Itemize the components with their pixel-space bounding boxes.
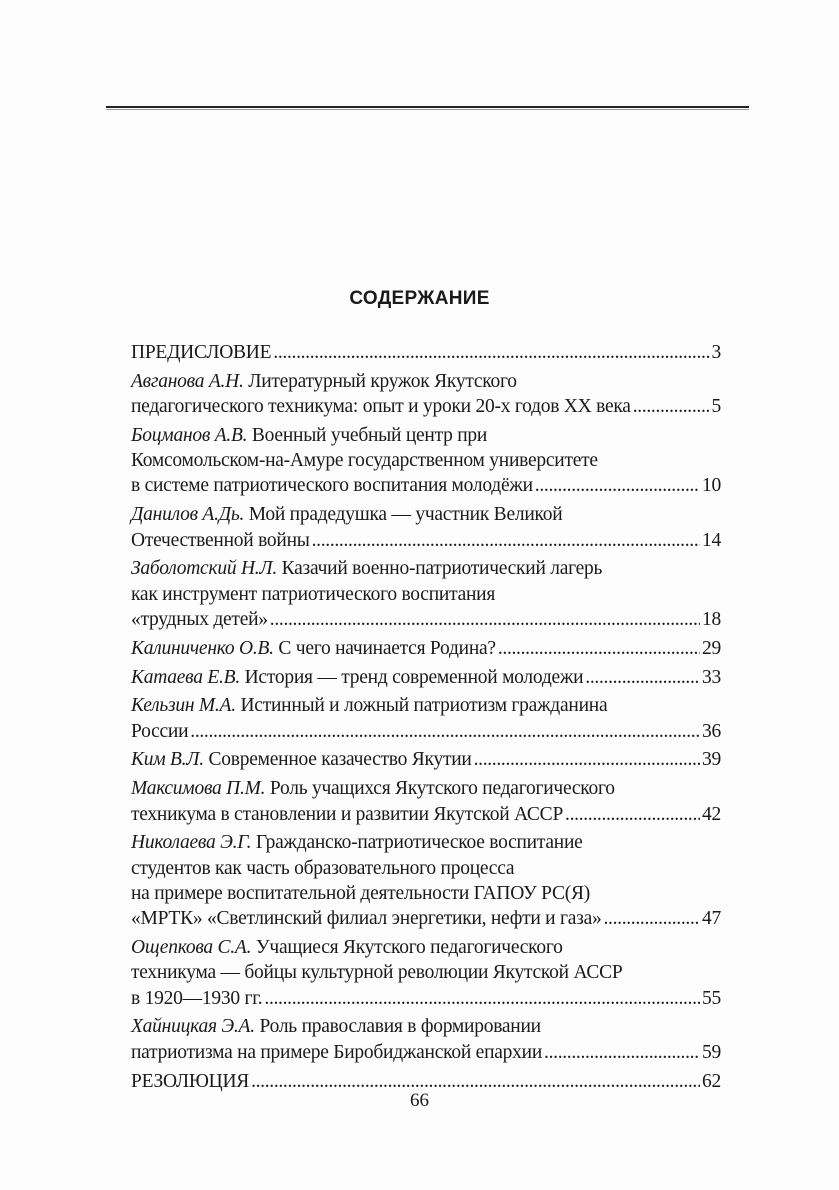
toc-line xyxy=(131,1040,721,1065)
toc-entry[interactable] xyxy=(131,776,721,827)
toc-line xyxy=(131,448,721,473)
toc-page-number: 39 xyxy=(702,749,721,771)
toc-line xyxy=(131,960,721,985)
toc-author: Данилов А.Дь. xyxy=(131,504,245,526)
toc-title-text: ПРЕДИСЛОВИЕ xyxy=(131,342,272,363)
toc-line xyxy=(131,693,721,718)
toc-title-text: «трудных детей» xyxy=(131,608,268,630)
toc-line-text xyxy=(131,858,514,879)
toc-author: Авганова А.Н. xyxy=(131,370,244,392)
toc-line xyxy=(131,502,721,527)
toc-title-text: Роль православия в формировании xyxy=(259,1016,541,1038)
toc-line xyxy=(131,473,721,498)
toc-line-text xyxy=(131,450,598,471)
header-rule xyxy=(106,106,749,108)
toc-author: Хайницкая Э.А. xyxy=(131,1016,255,1038)
toc-entry[interactable] xyxy=(131,636,721,661)
dot-leader xyxy=(565,802,700,827)
toc-line xyxy=(131,881,721,906)
dot-leader xyxy=(270,607,700,632)
toc-entry[interactable] xyxy=(131,1014,721,1065)
toc-title-text: Гражданско-патриотическое воспитание xyxy=(255,832,583,854)
toc-title-text: в системе патриотического воспитания молодёжи xyxy=(131,475,533,497)
toc-line xyxy=(131,830,721,855)
toc-entry[interactable] xyxy=(131,830,721,931)
toc-author: Николаева Э.Г. xyxy=(131,832,252,854)
dot-leader xyxy=(273,340,709,365)
toc-title-text: педагогического техникума: опыт и уроки 20-х годов XX века xyxy=(131,396,631,418)
toc-title-text: Роль учащихся Якутского педагогического xyxy=(269,778,615,800)
toc-line xyxy=(131,556,721,581)
toc-title-text: Военный учебный центр при xyxy=(251,424,488,446)
toc-title-text: «МРТК» «Светлинский филиал энергетики, нефти и газа» xyxy=(131,908,602,930)
toc-page-number: 42 xyxy=(702,803,721,825)
toc-page-number: 5 xyxy=(711,396,721,418)
toc-page-number: 3 xyxy=(711,342,721,363)
toc-author: Ощепкова С.А. xyxy=(131,937,252,959)
toc-line-text xyxy=(131,937,563,958)
toc-line-text xyxy=(131,986,262,1011)
toc-title-text: в 1920—1930 гг. xyxy=(131,987,263,1009)
toc-line-text xyxy=(131,778,615,799)
toc-title-text: Мой прадедушка — участник Великой xyxy=(248,504,563,526)
toc-line-text xyxy=(131,504,562,525)
toc-title-text: Современное казачество Якутии xyxy=(208,749,472,771)
toc-line xyxy=(131,986,721,1011)
toc-title-text: патриотизма на примере Биробиджанской епархии xyxy=(131,1041,543,1063)
toc-line-text xyxy=(131,1040,542,1065)
toc-line-text xyxy=(131,636,496,661)
dot-leader xyxy=(498,636,700,661)
toc-entry[interactable] xyxy=(131,340,721,365)
dot-leader xyxy=(264,986,700,1011)
toc-title-text: техникума — бойцы культурной революции Якутской АССР xyxy=(131,962,623,984)
toc-title-text: Литературный кружок Якутского xyxy=(248,370,517,392)
toc-entry[interactable] xyxy=(131,935,721,1011)
toc-page-number: 55 xyxy=(702,987,721,1009)
toc-author: Максимова П.М. xyxy=(131,778,266,800)
toc-author: Заболотский Н.Л. xyxy=(131,558,277,580)
toc-entry[interactable] xyxy=(131,747,721,772)
toc-line xyxy=(131,423,721,448)
toc-entry[interactable] xyxy=(131,423,721,499)
toc-line xyxy=(131,665,721,690)
toc-line-text xyxy=(131,1016,541,1037)
toc-line-text xyxy=(131,719,188,744)
toc-title-text: Истинный и ложный патриотизм гражданина xyxy=(240,695,608,717)
toc-entry[interactable] xyxy=(131,693,721,744)
toc-title-text: студентов как часть образовательного процесса xyxy=(131,857,515,879)
toc-line-text xyxy=(131,883,590,904)
dot-leader xyxy=(585,665,700,690)
toc-line xyxy=(131,856,721,881)
toc-line-text xyxy=(131,528,310,553)
toc-page-number: 33 xyxy=(702,666,721,688)
toc-title-text: Комсомольском-на-Амуре государственном университете xyxy=(131,450,598,472)
toc-author: Кельзин М.А. xyxy=(131,695,236,717)
toc-author: Боцманов А.В. xyxy=(131,424,248,446)
dot-leader xyxy=(474,747,700,772)
toc-page-number: 36 xyxy=(702,720,721,742)
toc-line-text xyxy=(131,473,533,498)
toc-author: Катаева Е.В. xyxy=(131,666,240,688)
toc-line-text xyxy=(131,584,495,605)
toc-line xyxy=(131,607,721,632)
toc-line xyxy=(131,528,721,553)
toc-title-text: РЕЗОЛЮЦИЯ xyxy=(131,1070,250,1092)
toc-line xyxy=(131,636,721,661)
toc-title-text: России xyxy=(131,720,189,742)
toc-line xyxy=(131,369,721,394)
table-of-contents xyxy=(131,340,721,1097)
toc-line xyxy=(131,582,721,607)
toc-title-text: С чего начинается Родина? xyxy=(278,637,496,659)
toc-line xyxy=(131,719,721,744)
toc-line-text xyxy=(131,340,271,365)
toc-title-text: Учащиеся Якутского педагогического xyxy=(255,937,563,959)
dot-leader xyxy=(633,394,710,419)
toc-line-text xyxy=(131,832,583,853)
toc-line xyxy=(131,802,721,827)
toc-line-text xyxy=(131,802,563,827)
toc-line xyxy=(131,340,721,365)
toc-line xyxy=(131,747,721,772)
toc-line-text xyxy=(131,747,472,772)
dot-leader xyxy=(312,528,700,553)
toc-line xyxy=(131,394,721,419)
toc-line-text xyxy=(131,371,517,392)
toc-line xyxy=(131,1014,721,1039)
dot-leader xyxy=(604,906,701,931)
toc-title-text: техникума в становлении и развитии Якутской АССР xyxy=(131,803,564,825)
toc-line-text xyxy=(131,695,607,716)
toc-author: Калиниченко О.В. xyxy=(131,637,274,659)
toc-entry[interactable] xyxy=(131,369,721,420)
dot-leader xyxy=(535,473,700,498)
toc-line-text xyxy=(131,607,268,632)
toc-author: Ким В.Л. xyxy=(131,749,204,771)
dot-leader xyxy=(544,1040,700,1065)
toc-line xyxy=(131,935,721,960)
toc-line-text xyxy=(131,558,602,579)
toc-entry[interactable] xyxy=(131,502,721,553)
toc-title-text: как инструмент патриотического воспитания xyxy=(131,583,496,605)
page-title: СОДЕРЖАНИЕ xyxy=(349,288,490,309)
header-rule-thin xyxy=(106,109,749,110)
toc-page-number: 47 xyxy=(702,908,721,930)
toc-entry[interactable] xyxy=(131,665,721,690)
toc-page-number: 29 xyxy=(702,637,721,659)
toc-page-number: 14 xyxy=(702,529,721,551)
toc-page-number: 10 xyxy=(702,475,721,497)
toc-page-number: 59 xyxy=(702,1041,721,1063)
toc-entry[interactable] xyxy=(131,556,721,632)
page-number: 66 xyxy=(410,1090,429,1111)
toc-line xyxy=(131,906,721,931)
dot-leader xyxy=(190,719,700,744)
toc-line-text xyxy=(131,962,622,983)
toc-title-text: на примере воспитательной деятельности ГАПОУ РС(Я) xyxy=(131,882,590,904)
toc-line-text xyxy=(131,394,631,419)
toc-page-number: 62 xyxy=(702,1070,721,1092)
toc-title-text: Отечественной войны xyxy=(131,529,310,551)
toc-title-text: Казачий военно-патриотический лагерь xyxy=(281,558,603,580)
toc-line-text xyxy=(131,906,602,931)
toc-line xyxy=(131,776,721,801)
toc-title-text: История — тренд современной молодежи xyxy=(244,666,584,688)
toc-line-text xyxy=(131,425,487,446)
toc-line-text xyxy=(131,665,583,690)
toc-page-number: 18 xyxy=(702,608,721,630)
